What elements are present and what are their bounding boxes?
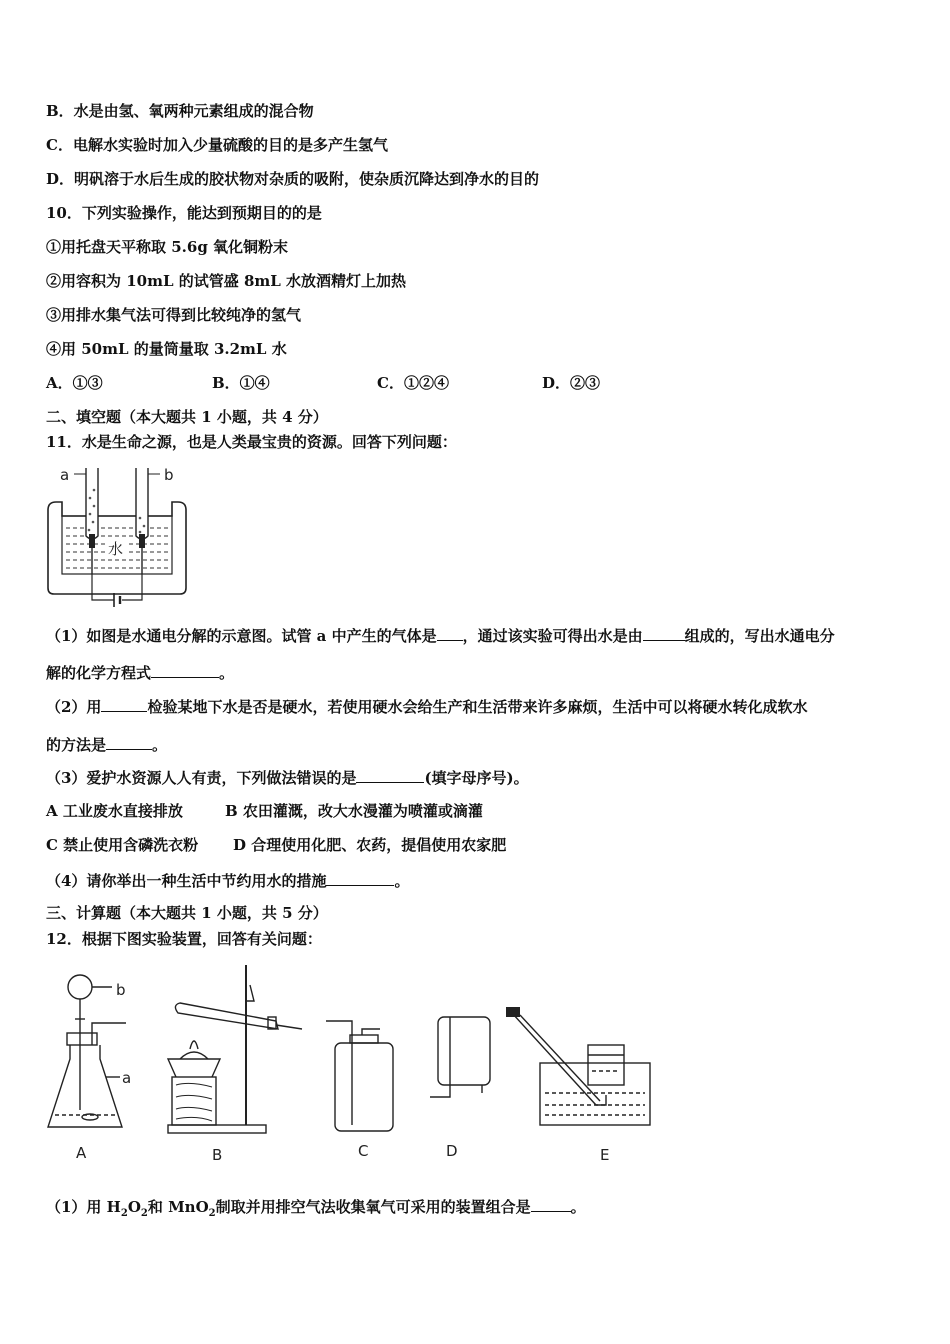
q11-p4-text-a: （4）请你举出一种生活中节约用水的措施: [46, 872, 327, 890]
q11-answer-blank-equation[interactable]: [151, 662, 219, 678]
q11-answer-blank-composition[interactable]: [643, 625, 685, 641]
apparatus-caption-c: C: [358, 1142, 369, 1160]
q12-stem: 12．根据下图实验装置，回答有关问题：: [46, 930, 322, 948]
q11-p3-text-b: (填字母序号)。: [424, 769, 529, 787]
q11-p2-text-d: 。: [152, 736, 168, 754]
water-label: 水: [108, 540, 124, 558]
q10-option-d: D．②③: [542, 374, 601, 392]
q11-p1-text-d: 解的化学方程式: [46, 664, 152, 682]
q12-p1-sub-2: 2: [140, 1208, 148, 1219]
q10-option-c: C．①②④: [377, 374, 449, 392]
electrolysis-diagram: [40, 458, 200, 608]
q11-answer-blank-wrong-practice[interactable]: [356, 767, 424, 783]
q11-p1-text-a: （1）如图是水通电分解的示意图。试管 a 中产生的气体是: [46, 627, 437, 645]
tube-a-label: a: [60, 466, 70, 484]
q12-p1-text-mid: O: [127, 1198, 141, 1216]
q11-p3-text-a: （3）爱护水资源人人有责，下列做法错误的是: [46, 769, 357, 787]
apparatus-caption-b: B: [212, 1146, 223, 1164]
q11-p2-text-a: （2）用: [46, 698, 102, 716]
q11-answer-blank-gas[interactable]: [437, 625, 463, 641]
q11-answer-blank-softening[interactable]: [106, 734, 152, 750]
apparatus-caption-d: D: [446, 1142, 458, 1160]
q11-p2-text-c: 的方法是: [46, 736, 107, 754]
q11-stem: 11．水是生命之源，也是人类最宝贵的资源。回答下列问题：: [46, 433, 457, 451]
section3-heading: 三、计算题（本大题共 1 小题，共 5 分）: [46, 904, 328, 922]
q12-p1-text-d: 。: [570, 1198, 586, 1216]
q10-item-2: ②用容积为 10mL 的试管盛 8mL 水放酒精灯上加热: [46, 272, 407, 290]
q10-item-3: ③用排水集气法可得到比较纯净的氢气: [46, 306, 302, 324]
q11-p1-text-b: ，通过该实验可得出水是由: [462, 627, 643, 645]
label-b: b: [116, 981, 126, 999]
q12-answer-blank-combination[interactable]: [531, 1196, 571, 1212]
q12-p1-sub-1: 2: [120, 1208, 128, 1219]
q11-p1-text-c: 组成的，写出水通电分: [684, 627, 835, 645]
q9-option-c: C．电解水实验时加入少量硫酸的目的是多产生氢气: [46, 136, 388, 154]
q11-p4-text-b: 。: [394, 872, 410, 890]
apparatus-caption-a: A: [76, 1144, 87, 1162]
q9-option-d: D．明矾溶于水后生成的胶状物对杂质的吸附，使杂质沉降达到净水的目的: [46, 170, 540, 188]
apparatus-caption-e: E: [600, 1146, 610, 1164]
q10-option-b: B．①④: [212, 374, 270, 392]
q9-option-b: B．水是由氢、氧两种元素组成的混合物: [46, 102, 314, 120]
q10-option-a: A．①③: [46, 374, 103, 392]
q11-answer-blank-saving[interactable]: [326, 870, 394, 886]
q10-stem: 10．下列实验操作，能达到预期目的的是: [46, 204, 322, 222]
q12-p1-text-c: 制取并用排空气法收集氧气可采用的装置组合是: [215, 1198, 531, 1216]
q11-p1-text-e: 。: [219, 664, 235, 682]
q10-item-4: ④用 50mL 的量筒量取 3.2mL 水: [46, 340, 287, 358]
section2-heading: 二、填空题（本大题共 1 小题，共 4 分）: [46, 408, 328, 426]
q11-answer-blank-reagent[interactable]: [101, 696, 147, 712]
q11-option-a: A 工业废水直接排放: [46, 802, 183, 820]
q11-p2-text-b: 检验某地下水是否是硬水，若使用硬水会给生产和生活带来许多麻烦，生活中可以将硬水转化成软水: [147, 698, 808, 716]
q11-option-d: D 合理使用化肥、农药，提倡使用农家肥: [233, 836, 507, 854]
q11-option-c: C 禁止使用含磷洗衣粉: [46, 836, 199, 854]
tube-b-label: b: [164, 466, 174, 484]
apparatus-diagram: [40, 955, 670, 1170]
q12-p1-text-b: 和 MnO: [147, 1198, 209, 1216]
q12-p1-text-a: （1）用 H: [46, 1198, 121, 1216]
label-a: a: [122, 1069, 132, 1087]
q11-option-b: B 农田灌溉，改大水漫灌为喷灌或滴灌: [225, 802, 483, 820]
q12-p1-sub-3: 2: [208, 1208, 216, 1219]
q10-item-1: ①用托盘天平称取 5.6g 氧化铜粉末: [46, 238, 289, 256]
